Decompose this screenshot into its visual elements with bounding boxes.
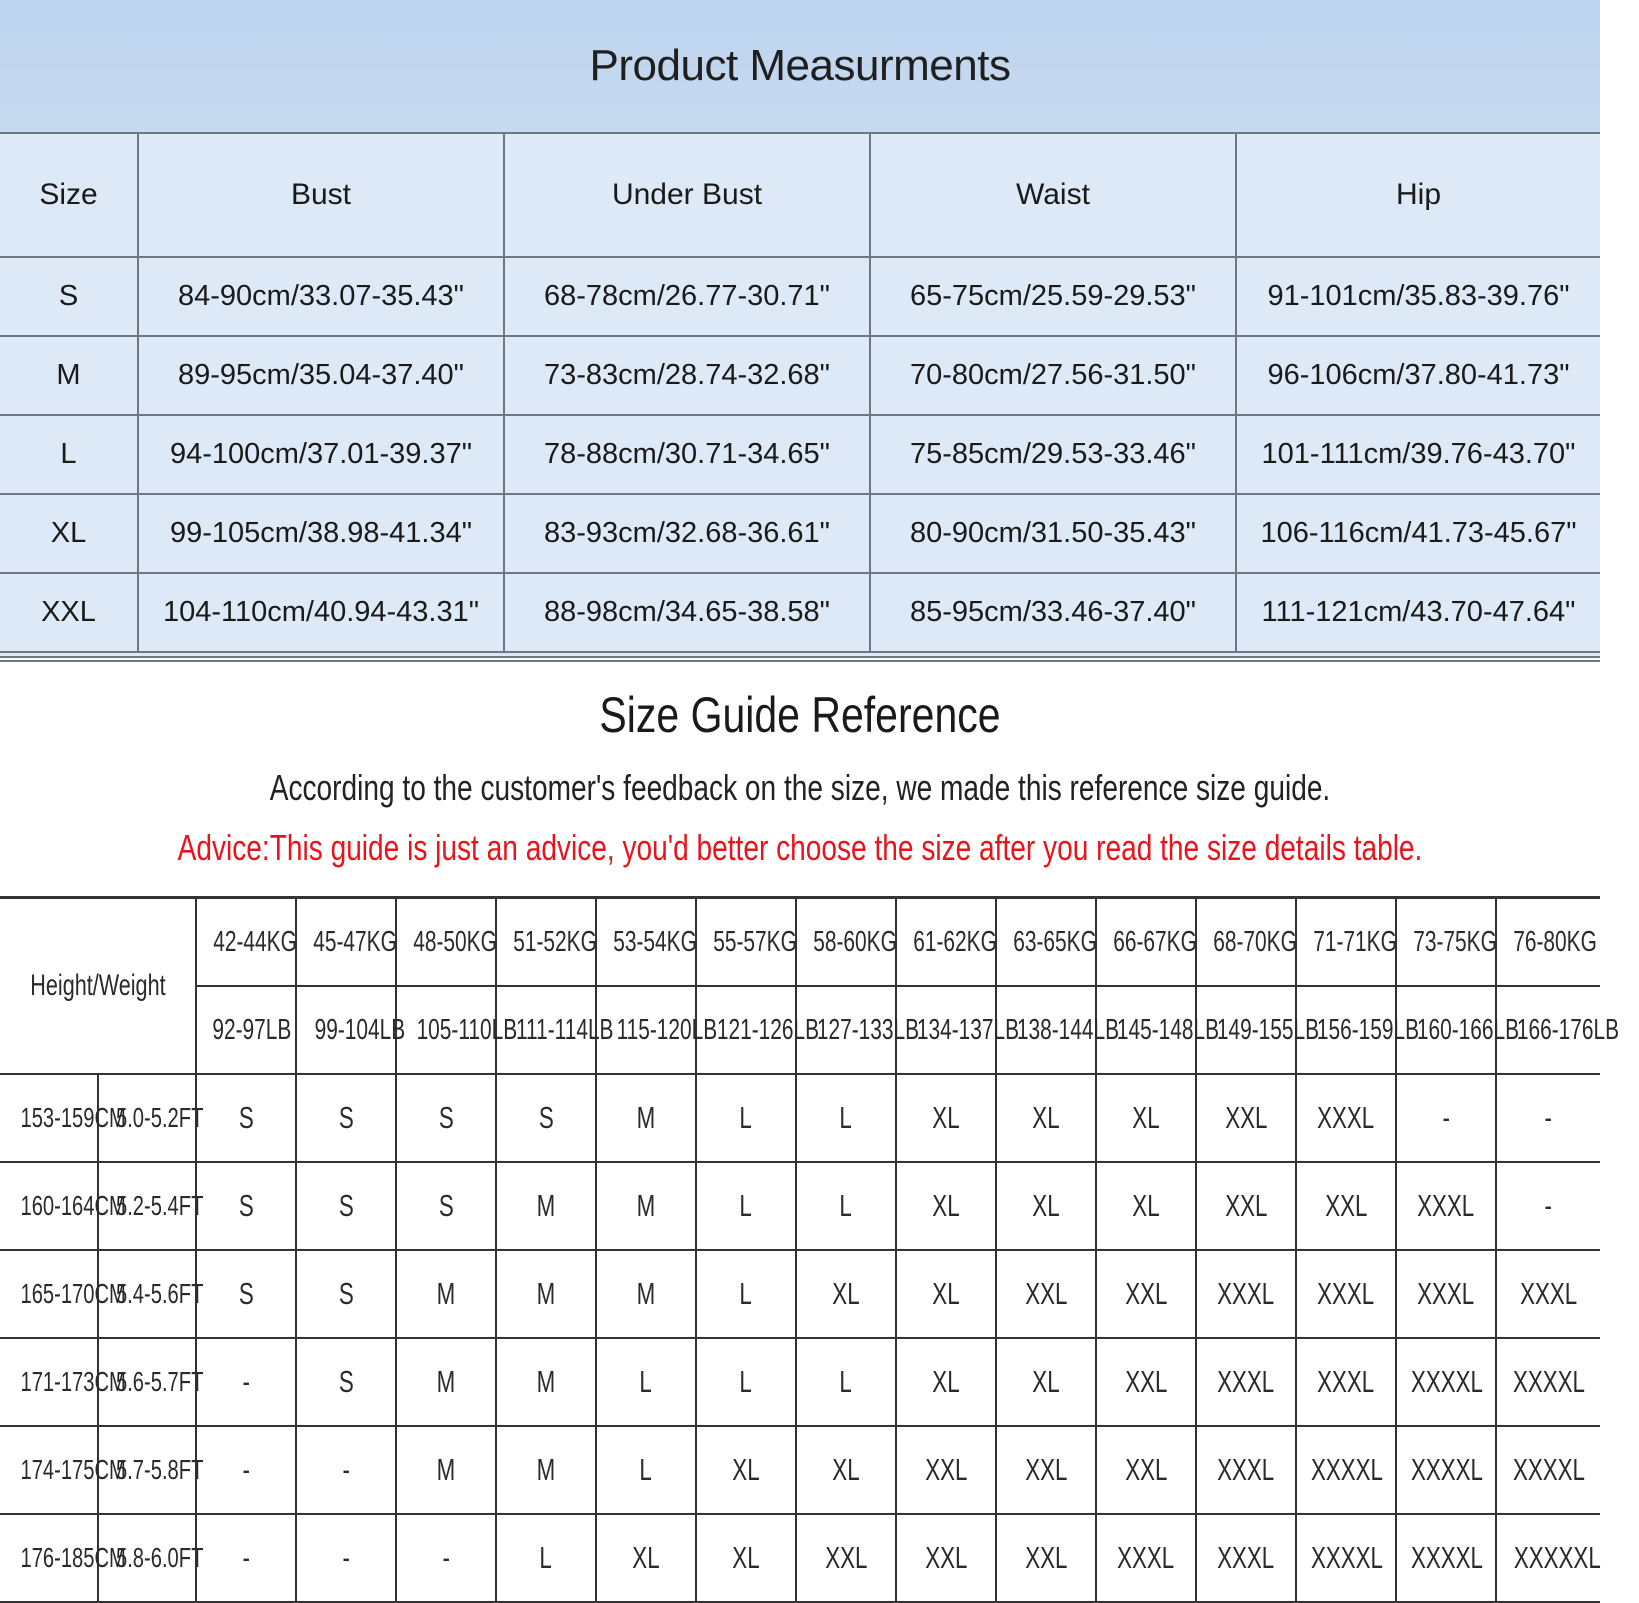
recommended-size-label: XXXL bbox=[1519, 1276, 1578, 1311]
weight-lb-label: 138-144LB bbox=[1016, 1013, 1120, 1046]
recommended-size-cell bbox=[396, 1338, 496, 1426]
weight-lb-label: 166-176LB bbox=[1516, 1013, 1620, 1046]
recommended-size-cell bbox=[1396, 1162, 1496, 1250]
recommended-size-cell bbox=[1296, 1426, 1396, 1514]
weight-lb-label: 156-159LB bbox=[1316, 1013, 1420, 1046]
table-row bbox=[0, 1514, 1600, 1602]
weight-kg-cell bbox=[996, 898, 1096, 987]
recommended-size-cell bbox=[296, 1162, 396, 1250]
weight-lb-label: 99-104LB bbox=[314, 1013, 406, 1046]
recommended-size-cell bbox=[396, 1426, 496, 1514]
recommended-size-label: M bbox=[636, 1100, 656, 1135]
recommended-size-label: S bbox=[438, 1188, 454, 1223]
recommended-size-label: XXXL bbox=[1217, 1276, 1275, 1311]
weight-kg-label: 76-80KG bbox=[1513, 925, 1597, 958]
recommended-size-cell bbox=[1196, 1426, 1296, 1514]
recommended-size-cell bbox=[596, 1250, 696, 1338]
recommended-size-label: XL bbox=[932, 1188, 960, 1223]
recommended-size-cell bbox=[596, 1426, 696, 1514]
recommended-size-label: - bbox=[1544, 1100, 1553, 1135]
weight-lb-cell bbox=[196, 986, 296, 1074]
measurements-header-cell: Size bbox=[0, 133, 138, 257]
recommended-size-cell bbox=[696, 1426, 796, 1514]
recommended-size-cell bbox=[396, 1074, 496, 1162]
recommended-size-cell bbox=[1196, 1250, 1296, 1338]
recommended-size-cell bbox=[496, 1162, 596, 1250]
recommended-size-label: - bbox=[342, 1452, 350, 1487]
height-ft-label: 5.6-5.7FT bbox=[115, 1366, 204, 1397]
recommended-size-label: S bbox=[338, 1188, 354, 1223]
recommended-size-label: S bbox=[338, 1276, 354, 1311]
weight-lb-cell bbox=[296, 986, 406, 1074]
recommended-size-label: M bbox=[536, 1188, 556, 1223]
measurements-header-cell: Under Bust bbox=[504, 133, 870, 257]
recommended-size-cell bbox=[996, 1514, 1096, 1602]
measurement-cell: 96-106cm/37.80-41.73" bbox=[1236, 336, 1600, 415]
weight-kg-cell bbox=[296, 898, 396, 987]
recommended-size-label: L bbox=[739, 1100, 753, 1135]
recommended-size-label: XXL bbox=[1024, 1540, 1068, 1575]
weight-lb-label: 105-110LB bbox=[416, 1013, 518, 1046]
recommended-size-cell bbox=[1096, 1426, 1196, 1514]
height-cm-cell bbox=[0, 1514, 126, 1602]
height-weight-label: Height/Weight bbox=[29, 969, 166, 1002]
weight-kg-cell bbox=[196, 898, 296, 987]
recommended-size-label: XXXL bbox=[1417, 1188, 1475, 1223]
weight-lb-label: 115-120LB bbox=[616, 1013, 718, 1046]
recommended-size-cell bbox=[196, 1338, 296, 1426]
recommended-size-cell bbox=[1296, 1250, 1396, 1338]
recommended-size-label: XXL bbox=[1124, 1452, 1168, 1487]
recommended-size-cell bbox=[796, 1514, 896, 1602]
recommended-size-label: XXXL bbox=[1217, 1540, 1275, 1575]
size-cell: L bbox=[0, 415, 138, 494]
measurement-cell: 91-101cm/35.83-39.76" bbox=[1236, 257, 1600, 336]
recommended-size-label: S bbox=[338, 1100, 354, 1135]
table-row bbox=[0, 1426, 1600, 1514]
weight-kg-cell bbox=[1396, 898, 1496, 987]
recommended-size-label: XXXL bbox=[1317, 1100, 1375, 1135]
recommended-size-cell bbox=[196, 1250, 296, 1338]
recommended-size-label: L bbox=[739, 1364, 753, 1399]
recommended-size-cell bbox=[1196, 1074, 1296, 1162]
size-guide-advice: Advice:This guide is just an advice, you'd better choose the size after you read the size details table. bbox=[177, 827, 1423, 868]
height-ft-label: 5.0-5.2FT bbox=[115, 1102, 204, 1133]
measurement-cell: 70-80cm/27.56-31.50" bbox=[870, 336, 1236, 415]
recommended-size-cell bbox=[296, 1426, 396, 1514]
recommended-size-cell bbox=[1296, 1514, 1396, 1602]
recommended-size-label: M bbox=[436, 1364, 456, 1399]
recommended-size-cell bbox=[196, 1426, 296, 1514]
recommended-size-cell bbox=[1296, 1338, 1396, 1426]
recommended-size-cell bbox=[1496, 1250, 1600, 1338]
recommended-size-label: S bbox=[338, 1364, 354, 1399]
recommended-size-cell bbox=[696, 1162, 796, 1250]
height-cm-label: 171-173CM bbox=[20, 1366, 126, 1397]
recommended-size-label: XXXL bbox=[1317, 1276, 1375, 1311]
recommended-size-cell bbox=[1296, 1074, 1396, 1162]
recommended-size-label: L bbox=[839, 1364, 853, 1399]
recommended-size-label: XL bbox=[832, 1452, 860, 1487]
recommended-size-label: M bbox=[636, 1276, 656, 1311]
measurements-bottom-divider bbox=[0, 656, 1600, 662]
table-row bbox=[0, 257, 1600, 336]
recommended-size-label: XXL bbox=[1224, 1100, 1268, 1135]
recommended-size-cell bbox=[396, 1162, 496, 1250]
measurement-cell: 73-83cm/28.74-32.68" bbox=[504, 336, 870, 415]
weight-kg-label: 73-75KG bbox=[1413, 925, 1497, 958]
recommended-size-cell bbox=[796, 1074, 896, 1162]
measurement-cell: 99-105cm/38.98-41.34" bbox=[138, 494, 504, 573]
recommended-size-cell bbox=[1396, 1074, 1496, 1162]
weight-lb-label: 134-137LB bbox=[916, 1013, 1020, 1046]
recommended-size-cell bbox=[1096, 1338, 1196, 1426]
recommended-size-cell bbox=[196, 1074, 296, 1162]
recommended-size-cell bbox=[496, 1514, 596, 1602]
table-row bbox=[0, 1162, 1600, 1250]
measurement-cell: 84-90cm/33.07-35.43" bbox=[138, 257, 504, 336]
recommended-size-label: XXL bbox=[924, 1452, 968, 1487]
weight-kg-label: 71-71KG bbox=[1313, 925, 1397, 958]
weight-kg-label: 51-52KG bbox=[513, 925, 597, 958]
recommended-size-cell bbox=[696, 1514, 796, 1602]
recommended-size-label: XL bbox=[932, 1364, 960, 1399]
recommended-size-label: - bbox=[242, 1540, 250, 1575]
recommended-size-cell bbox=[896, 1426, 996, 1514]
height-cm-label: 176-185CM bbox=[20, 1542, 126, 1573]
recommended-size-cell bbox=[596, 1514, 696, 1602]
recommended-size-cell bbox=[896, 1338, 996, 1426]
recommended-size-label: XXXXXL bbox=[1513, 1540, 1601, 1575]
measurement-cell: 104-110cm/40.94-43.31" bbox=[138, 573, 504, 652]
recommended-size-label: - bbox=[342, 1540, 350, 1575]
recommended-size-label: XXXXL bbox=[1411, 1364, 1483, 1399]
recommended-size-cell bbox=[1396, 1250, 1496, 1338]
weight-kg-cell bbox=[1496, 898, 1600, 987]
recommended-size-cell bbox=[796, 1250, 896, 1338]
recommended-size-cell bbox=[596, 1162, 696, 1250]
recommended-size-cell bbox=[1096, 1250, 1196, 1338]
weight-kg-label: 53-54KG bbox=[613, 925, 697, 958]
measurement-cell: 78-88cm/30.71-34.65" bbox=[504, 415, 870, 494]
recommended-size-cell bbox=[296, 1338, 396, 1426]
measurement-cell: 111-121cm/43.70-47.64" bbox=[1236, 573, 1600, 652]
weight-lb-row bbox=[0, 986, 1600, 1074]
recommended-size-cell bbox=[1496, 1338, 1600, 1426]
weight-kg-cell bbox=[596, 898, 696, 987]
recommended-size-label: S bbox=[238, 1276, 254, 1311]
height-cm-cell bbox=[0, 1250, 126, 1338]
recommended-size-cell bbox=[596, 1074, 696, 1162]
weight-kg-label: 66-67KG bbox=[1113, 925, 1197, 958]
size-guide-table bbox=[0, 896, 1620, 1603]
recommended-size-label: L bbox=[839, 1188, 853, 1223]
height-cm-cell bbox=[0, 1426, 126, 1514]
recommended-size-label: S bbox=[438, 1100, 454, 1135]
height-ft-label: 5.8-6.0FT bbox=[115, 1542, 204, 1573]
weight-kg-cell bbox=[796, 898, 896, 987]
weight-lb-cell bbox=[396, 986, 518, 1074]
recommended-size-label: S bbox=[538, 1100, 554, 1135]
recommended-size-label: XL bbox=[1032, 1188, 1060, 1223]
measurement-cell: 94-100cm/37.01-39.37" bbox=[138, 415, 504, 494]
recommended-size-label: M bbox=[436, 1276, 456, 1311]
height-weight-corner bbox=[0, 898, 196, 1075]
recommended-size-label: XXL bbox=[1224, 1188, 1268, 1223]
weight-kg-cell bbox=[696, 898, 796, 987]
product-measurements-section bbox=[0, 0, 1600, 662]
recommended-size-label: XXL bbox=[1124, 1276, 1168, 1311]
recommended-size-label: S bbox=[238, 1100, 254, 1135]
table-row bbox=[0, 1074, 1600, 1162]
measurements-header-cell: Waist bbox=[870, 133, 1236, 257]
weight-lb-label: 160-166LB bbox=[1416, 1013, 1520, 1046]
height-cm-label: 153-159CM bbox=[20, 1102, 126, 1133]
recommended-size-cell bbox=[696, 1074, 796, 1162]
weight-kg-label: 61-62KG bbox=[913, 925, 997, 958]
weight-kg-row bbox=[0, 898, 1600, 987]
recommended-size-label: - bbox=[1442, 1100, 1450, 1135]
recommended-size-cell bbox=[1496, 1074, 1600, 1162]
recommended-size-cell bbox=[596, 1338, 696, 1426]
size-guide-note: According to the customer's feedback on the size, we made this reference size guide. bbox=[269, 767, 1331, 808]
recommended-size-cell bbox=[896, 1250, 996, 1338]
measurements-table bbox=[0, 132, 1600, 653]
recommended-size-label: XL bbox=[1032, 1364, 1060, 1399]
size-guide-title: Size Guide Reference bbox=[599, 687, 1001, 743]
recommended-size-cell bbox=[496, 1338, 596, 1426]
measurement-cell: 68-78cm/26.77-30.71" bbox=[504, 257, 870, 336]
recommended-size-cell bbox=[696, 1338, 796, 1426]
table-row bbox=[0, 573, 1600, 652]
recommended-size-cell bbox=[796, 1338, 896, 1426]
height-ft-label: 5.7-5.8FT bbox=[115, 1454, 204, 1485]
weight-kg-cell bbox=[396, 898, 496, 987]
recommended-size-cell bbox=[296, 1250, 396, 1338]
recommended-size-cell bbox=[1096, 1514, 1196, 1602]
measurement-cell: 83-93cm/32.68-36.61" bbox=[504, 494, 870, 573]
measurement-cell: 101-111cm/39.76-43.70" bbox=[1236, 415, 1600, 494]
recommended-size-label: M bbox=[436, 1452, 456, 1487]
recommended-size-cell bbox=[996, 1162, 1096, 1250]
weight-kg-label: 58-60KG bbox=[813, 925, 897, 958]
height-cm-cell bbox=[0, 1162, 126, 1250]
recommended-size-label: XXXXL bbox=[1411, 1452, 1483, 1487]
table-row bbox=[0, 1250, 1600, 1338]
recommended-size-cell bbox=[1296, 1162, 1396, 1250]
weight-kg-label: 45-47KG bbox=[313, 925, 397, 958]
weight-kg-cell bbox=[896, 898, 996, 987]
weight-lb-label: 127-133LB bbox=[816, 1013, 920, 1046]
weight-kg-label: 68-70KG bbox=[1213, 925, 1297, 958]
recommended-size-label: XXL bbox=[1024, 1452, 1068, 1487]
height-cm-label: 174-175CM bbox=[20, 1454, 126, 1485]
recommended-size-cell bbox=[996, 1074, 1096, 1162]
recommended-size-label: XXL bbox=[1324, 1188, 1368, 1223]
recommended-size-label: XL bbox=[1032, 1100, 1060, 1135]
recommended-size-label: XL bbox=[732, 1540, 760, 1575]
recommended-size-cell bbox=[796, 1426, 896, 1514]
recommended-size-cell bbox=[1396, 1514, 1496, 1602]
recommended-size-label: XL bbox=[832, 1276, 860, 1311]
recommended-size-cell bbox=[196, 1514, 296, 1602]
recommended-size-label: XXXL bbox=[1117, 1540, 1175, 1575]
recommended-size-cell bbox=[996, 1426, 1096, 1514]
measurement-cell: 75-85cm/29.53-33.46" bbox=[870, 415, 1236, 494]
recommended-size-cell bbox=[296, 1074, 396, 1162]
height-ft-label: 5.2-5.4FT bbox=[115, 1190, 204, 1221]
recommended-size-label: L bbox=[739, 1188, 753, 1223]
recommended-size-label: XXXL bbox=[1217, 1452, 1275, 1487]
recommended-size-label: XXL bbox=[1124, 1364, 1168, 1399]
recommended-size-label: XXXXL bbox=[1311, 1452, 1383, 1487]
recommended-size-label: L bbox=[839, 1100, 853, 1135]
recommended-size-label: XXL bbox=[824, 1540, 868, 1575]
recommended-size-label: XXXL bbox=[1317, 1364, 1375, 1399]
weight-kg-cell bbox=[1296, 898, 1396, 987]
table-row bbox=[0, 336, 1600, 415]
weight-lb-label: 111-114LB bbox=[515, 1013, 614, 1046]
height-cm-label: 160-164CM bbox=[20, 1190, 126, 1221]
recommended-size-cell bbox=[496, 1426, 596, 1514]
recommended-size-cell bbox=[396, 1250, 496, 1338]
recommended-size-label: - bbox=[242, 1364, 250, 1399]
weight-kg-cell bbox=[496, 898, 596, 987]
recommended-size-label: XXXXL bbox=[1411, 1540, 1483, 1575]
measurements-header-cell: Bust bbox=[138, 133, 504, 257]
measurements-header-cell: Hip bbox=[1236, 133, 1600, 257]
size-cell: M bbox=[0, 336, 138, 415]
measurements-title: Product Measurments bbox=[0, 0, 1600, 134]
recommended-size-cell bbox=[1396, 1338, 1496, 1426]
recommended-size-cell bbox=[1196, 1162, 1296, 1250]
weight-kg-label: 48-50KG bbox=[413, 925, 497, 958]
recommended-size-label: - bbox=[1544, 1188, 1553, 1223]
recommended-size-cell bbox=[1496, 1162, 1600, 1250]
size-cell: XL bbox=[0, 494, 138, 573]
size-cell: XXL bbox=[0, 573, 138, 652]
recommended-size-cell bbox=[296, 1514, 396, 1602]
size-cell: S bbox=[0, 257, 138, 336]
weight-lb-label: 121-126LB bbox=[716, 1013, 820, 1046]
weight-kg-cell bbox=[1196, 898, 1296, 987]
recommended-size-cell bbox=[1096, 1074, 1196, 1162]
recommended-size-cell bbox=[1196, 1338, 1296, 1426]
recommended-size-label: - bbox=[242, 1452, 250, 1487]
weight-kg-label: 42-44KG bbox=[213, 925, 297, 958]
recommended-size-cell bbox=[1096, 1162, 1196, 1250]
recommended-size-cell bbox=[796, 1162, 896, 1250]
recommended-size-label: XXXXL bbox=[1512, 1452, 1585, 1487]
measurement-cell: 65-75cm/25.59-29.53" bbox=[870, 257, 1236, 336]
recommended-size-cell bbox=[196, 1162, 296, 1250]
table-row bbox=[0, 415, 1600, 494]
recommended-size-label: XXL bbox=[1024, 1276, 1068, 1311]
measurements-header-row bbox=[0, 133, 1600, 257]
recommended-size-cell bbox=[496, 1074, 596, 1162]
measurement-cell: 89-95cm/35.04-37.40" bbox=[138, 336, 504, 415]
recommended-size-cell bbox=[896, 1162, 996, 1250]
recommended-size-label: XL bbox=[632, 1540, 660, 1575]
height-ft-label: 5.4-5.6FT bbox=[115, 1278, 204, 1309]
recommended-size-cell bbox=[996, 1250, 1096, 1338]
recommended-size-cell bbox=[496, 1250, 596, 1338]
recommended-size-label: L bbox=[639, 1364, 653, 1399]
recommended-size-label: M bbox=[636, 1188, 656, 1223]
weight-kg-cell bbox=[1096, 898, 1196, 987]
height-cm-label: 165-170CM bbox=[20, 1278, 126, 1309]
recommended-size-label: M bbox=[536, 1276, 556, 1311]
recommended-size-label: M bbox=[536, 1452, 556, 1487]
recommended-size-label: S bbox=[238, 1188, 254, 1223]
recommended-size-label: XL bbox=[932, 1100, 960, 1135]
weight-kg-label: 55-57KG bbox=[713, 925, 797, 958]
recommended-size-label: M bbox=[536, 1364, 556, 1399]
weight-lb-label: 92-97LB bbox=[212, 1013, 292, 1046]
height-cm-cell bbox=[0, 1338, 126, 1426]
measurement-cell: 88-98cm/34.65-38.58" bbox=[504, 573, 870, 652]
recommended-size-label: - bbox=[442, 1540, 450, 1575]
recommended-size-cell bbox=[996, 1338, 1096, 1426]
recommended-size-label: L bbox=[739, 1276, 753, 1311]
recommended-size-cell bbox=[396, 1514, 496, 1602]
weight-lb-label: 149-155LB bbox=[1216, 1013, 1320, 1046]
recommended-size-label: XXXXL bbox=[1311, 1540, 1383, 1575]
recommended-size-cell bbox=[1196, 1514, 1296, 1602]
recommended-size-cell bbox=[896, 1074, 996, 1162]
recommended-size-cell bbox=[1396, 1426, 1496, 1514]
weight-kg-label: 63-65KG bbox=[1013, 925, 1097, 958]
recommended-size-label: XL bbox=[1132, 1100, 1160, 1135]
recommended-size-label: XL bbox=[932, 1276, 960, 1311]
table-row bbox=[0, 494, 1600, 573]
recommended-size-label: XL bbox=[732, 1452, 760, 1487]
weight-lb-label: 145-148LB bbox=[1116, 1013, 1220, 1046]
recommended-size-label: XXXL bbox=[1417, 1276, 1475, 1311]
measurement-cell: 106-116cm/41.73-45.67" bbox=[1236, 494, 1600, 573]
recommended-size-label: XL bbox=[1132, 1188, 1160, 1223]
measurement-cell: 80-90cm/31.50-35.43" bbox=[870, 494, 1236, 573]
recommended-size-cell bbox=[696, 1250, 796, 1338]
measurement-cell: 85-95cm/33.46-37.40" bbox=[870, 573, 1236, 652]
table-row bbox=[0, 1338, 1600, 1426]
recommended-size-cell bbox=[1496, 1514, 1600, 1602]
recommended-size-label: L bbox=[539, 1540, 553, 1575]
recommended-size-label: XXXL bbox=[1217, 1364, 1275, 1399]
recommended-size-cell bbox=[1496, 1426, 1600, 1514]
recommended-size-label: L bbox=[639, 1452, 653, 1487]
recommended-size-label: XXXXL bbox=[1512, 1364, 1585, 1399]
recommended-size-label: XXL bbox=[924, 1540, 968, 1575]
recommended-size-cell bbox=[896, 1514, 996, 1602]
height-cm-cell bbox=[0, 1074, 126, 1162]
